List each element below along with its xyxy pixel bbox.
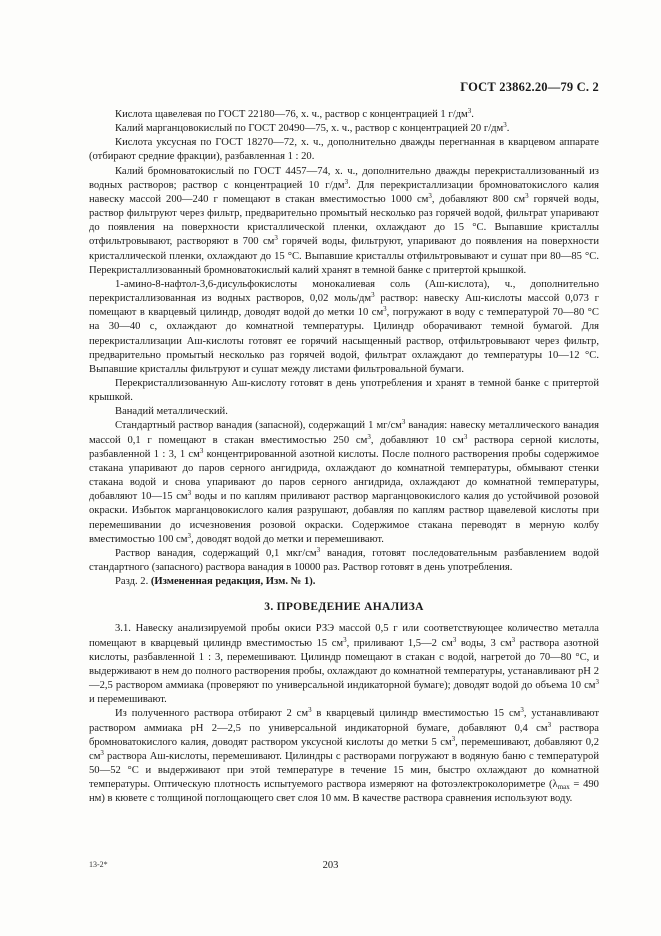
paragraph-ash-acid-storage: Перекристаллизованную Аш-кислоту готовят в день употребления и хранят в темной банке с притертой крышкой. bbox=[89, 377, 599, 404]
amendment-label: (Измененная редакция, Изм. № 1). bbox=[150, 576, 316, 588]
paragraph-ash-acid: 1-амино-8-нафтол-3,6-дисульфокислоты монокалиевая соль (Аш-кислота), ч., дополнительно перекристаллизованная из водных растворов, 0,02 моль/$дм^3$ раствор: навеску Аш-кислоты массой 0,073 г помещают в кварцевый цилиндр, доводят водой до метки 10 $см^3$, погружают в воду с температурой 70—80 °С на 30—40 с, охлаждают до комнатной температуры. Цилиндр оборачивают темной бумагой. Для перекристаллизации Аш-кислоты готовят ее горячий насыщенный раствор, отфильтровывают через фильтр, предварительно промытый несколько раз горячей водой, фильтрат охлаждают до температуры 10—12 °С. Выпавшие кристаллы фильтруют и сушат между листами фильтровальной бумаги. bbox=[89, 278, 599, 375]
paragraph-oxalic-acid: Кислота щавелевая по ГОСТ 22180—76, х. ч., раствор с концентрацией 1 $г/дм^3$. bbox=[115, 107, 474, 120]
paragraph-3-1: 3.1. Навеску анализируемой пробы окиси РЗЭ массой 0,5 г или соответствующее количество металла помещают в кварцевый цилиндр вместимостью 15 $см^3$, приливают 1,5—2 $см^3$ воды, 3 $см^3$ раствора азотной кислоты, разбавленной 1 : 3, перемешивают. Цилиндр помещают в стакан с водой, нагретой до 70—80 °С, и выдерживают в нем до полного растворения пробы, охлаждают до комнатной температуры, устанавливают pH 2—2,5 раствором аммиака (проверяют по универсальной индикаторной бумаге); доводят водой до объема 10 $см^3$ и перемешивают. bbox=[89, 623, 599, 706]
page-number: 203 bbox=[322, 860, 339, 871]
paragraph-vanadium-stock-solution: Стандартный раствор ванадия (запасной), содержащий 1 $мг/см^3$ ванадия: навеску металлического ванадия массой 0,1 г помещают в стакан вместимостью 250 $см^3$, добавляют 10 $см^3$ раствора серной кислоты, разбавленной 1 : 3, 1 $см^3$ концентрированной азотной кислоты. После полного растворения пробы содержимое стакана упаривают до паров серного ангидрида, охлаждают до комнатной температуры, обмывают стенки стакана водой и снова упаривают до паров серного ангидрида, охлаждают до комнатной температуры, добавляют 10—15 $см^3$ воды и по каплям приливают раствор марганцовокислого калия до устойчивой розовой окраски. Избыток марганцовокислого калия разрушают, добавляя по каплям раствор щавелевой кислоты при перемешивании до исчезновения розовой окраски. Содержимое стакана переводят в мерную колбу вместимостью 100 $см^3$, доводят водой до метки и перемешивают. bbox=[89, 418, 599, 545]
document-body bbox=[89, 108, 599, 807]
paragraph-potassium-permanganate: Калий марганцовокислый по ГОСТ 20490—75, х. ч., раствор с концентрацией 20 $г/дм^3$. bbox=[115, 121, 510, 135]
paragraph-measurement: Из полученного раствора отбирают 2 $см^3$ в кварцевый цилиндр вместимостью 15 $см^3$, устанавливают раствором аммиака pH 2—2,5 по универсальной индикаторной бумаге, добавляют 0,4 $см^3$ раствора бромноватокислого калия, доводят раствором уксусной кислоты до метки 5 $см^3$, перемешивают, добавляют 0,2 $см^3$ раствора Аш-кислоты, перемешивают. Цилиндры с растворами погружают в водяную баню с температурой 50—52 °С и выдерживают при этой температуре в течение 15 мин, быстро охлаждают до комнатной температуры. Оптическую плотность испытуемого раствора измеряют на фотоэлектроколориметре ($\lambda_{max} = 490$ нм) в кювете с толщиной поглощающего свет слоя 10 мм. В качестве раствора сравнения используют воду. bbox=[89, 706, 599, 805]
paragraph-vanadium-metal: Ванадий металлический. bbox=[115, 406, 228, 418]
section-heading: 3. ПРОВЕДЕНИЕ АНАЛИЗА bbox=[264, 601, 424, 614]
footer-signature-mark: 13-2* bbox=[89, 860, 108, 869]
paragraph-vanadium-working-solution: Раствор ванадия, содержащий 0,1 мкг/$см^3$ ванадия, готовят последовательным разбавлением водой стандартного (запасного) раствора ванадия в 10000 раз. Раствор готовят в день употребления. bbox=[89, 545, 599, 573]
paragraph-potassium-bromate: Калий бромноватокислый по ГОСТ 4457—74, х. ч., дополнительно дважды перекристаллизованный из водных растворов; раствор с концентрацией 10 $г/дм^3$. Для перекристаллизации бромноватокислого калия навеску массой 200—240 г помещают в стакан вместимостью 1000 $см^3$, добавляют 800 $см^3$ горячей воды, раствор фильтруют через фильтр, предварительно промытый несколько раз горячей водой, фильтрат упаривают до появления на поверхности кристаллической пленки, охлаждают до 15 °С. Выпавшие кристаллы отфильтровывают, растворяют в 700 $см^3$ горячей воды, фильтруют, упаривают до появления на поверхности кристаллической пленки, охлаждают до 15 °С. Выпавшие кристаллы отфильтровывают и сушат при 80—85 °С. Перекристаллизованный бромноватокислый калий хранят в темной банке с притертой крышкой. bbox=[89, 165, 599, 276]
paragraph-amendment-note: Разд. 2. (Измененная редакция, Изм. № 1). bbox=[115, 576, 316, 588]
paragraph-acetic-acid: Кислота уксусная по ГОСТ 18270—72, х. ч., дополнительно дважды перегнанная в кварцевом аппарате (отбирают средние фракции), разбавленная 1 : 20. bbox=[89, 137, 599, 163]
page-header: ГОСТ 23862.20—79 С. 2 bbox=[460, 80, 599, 94]
